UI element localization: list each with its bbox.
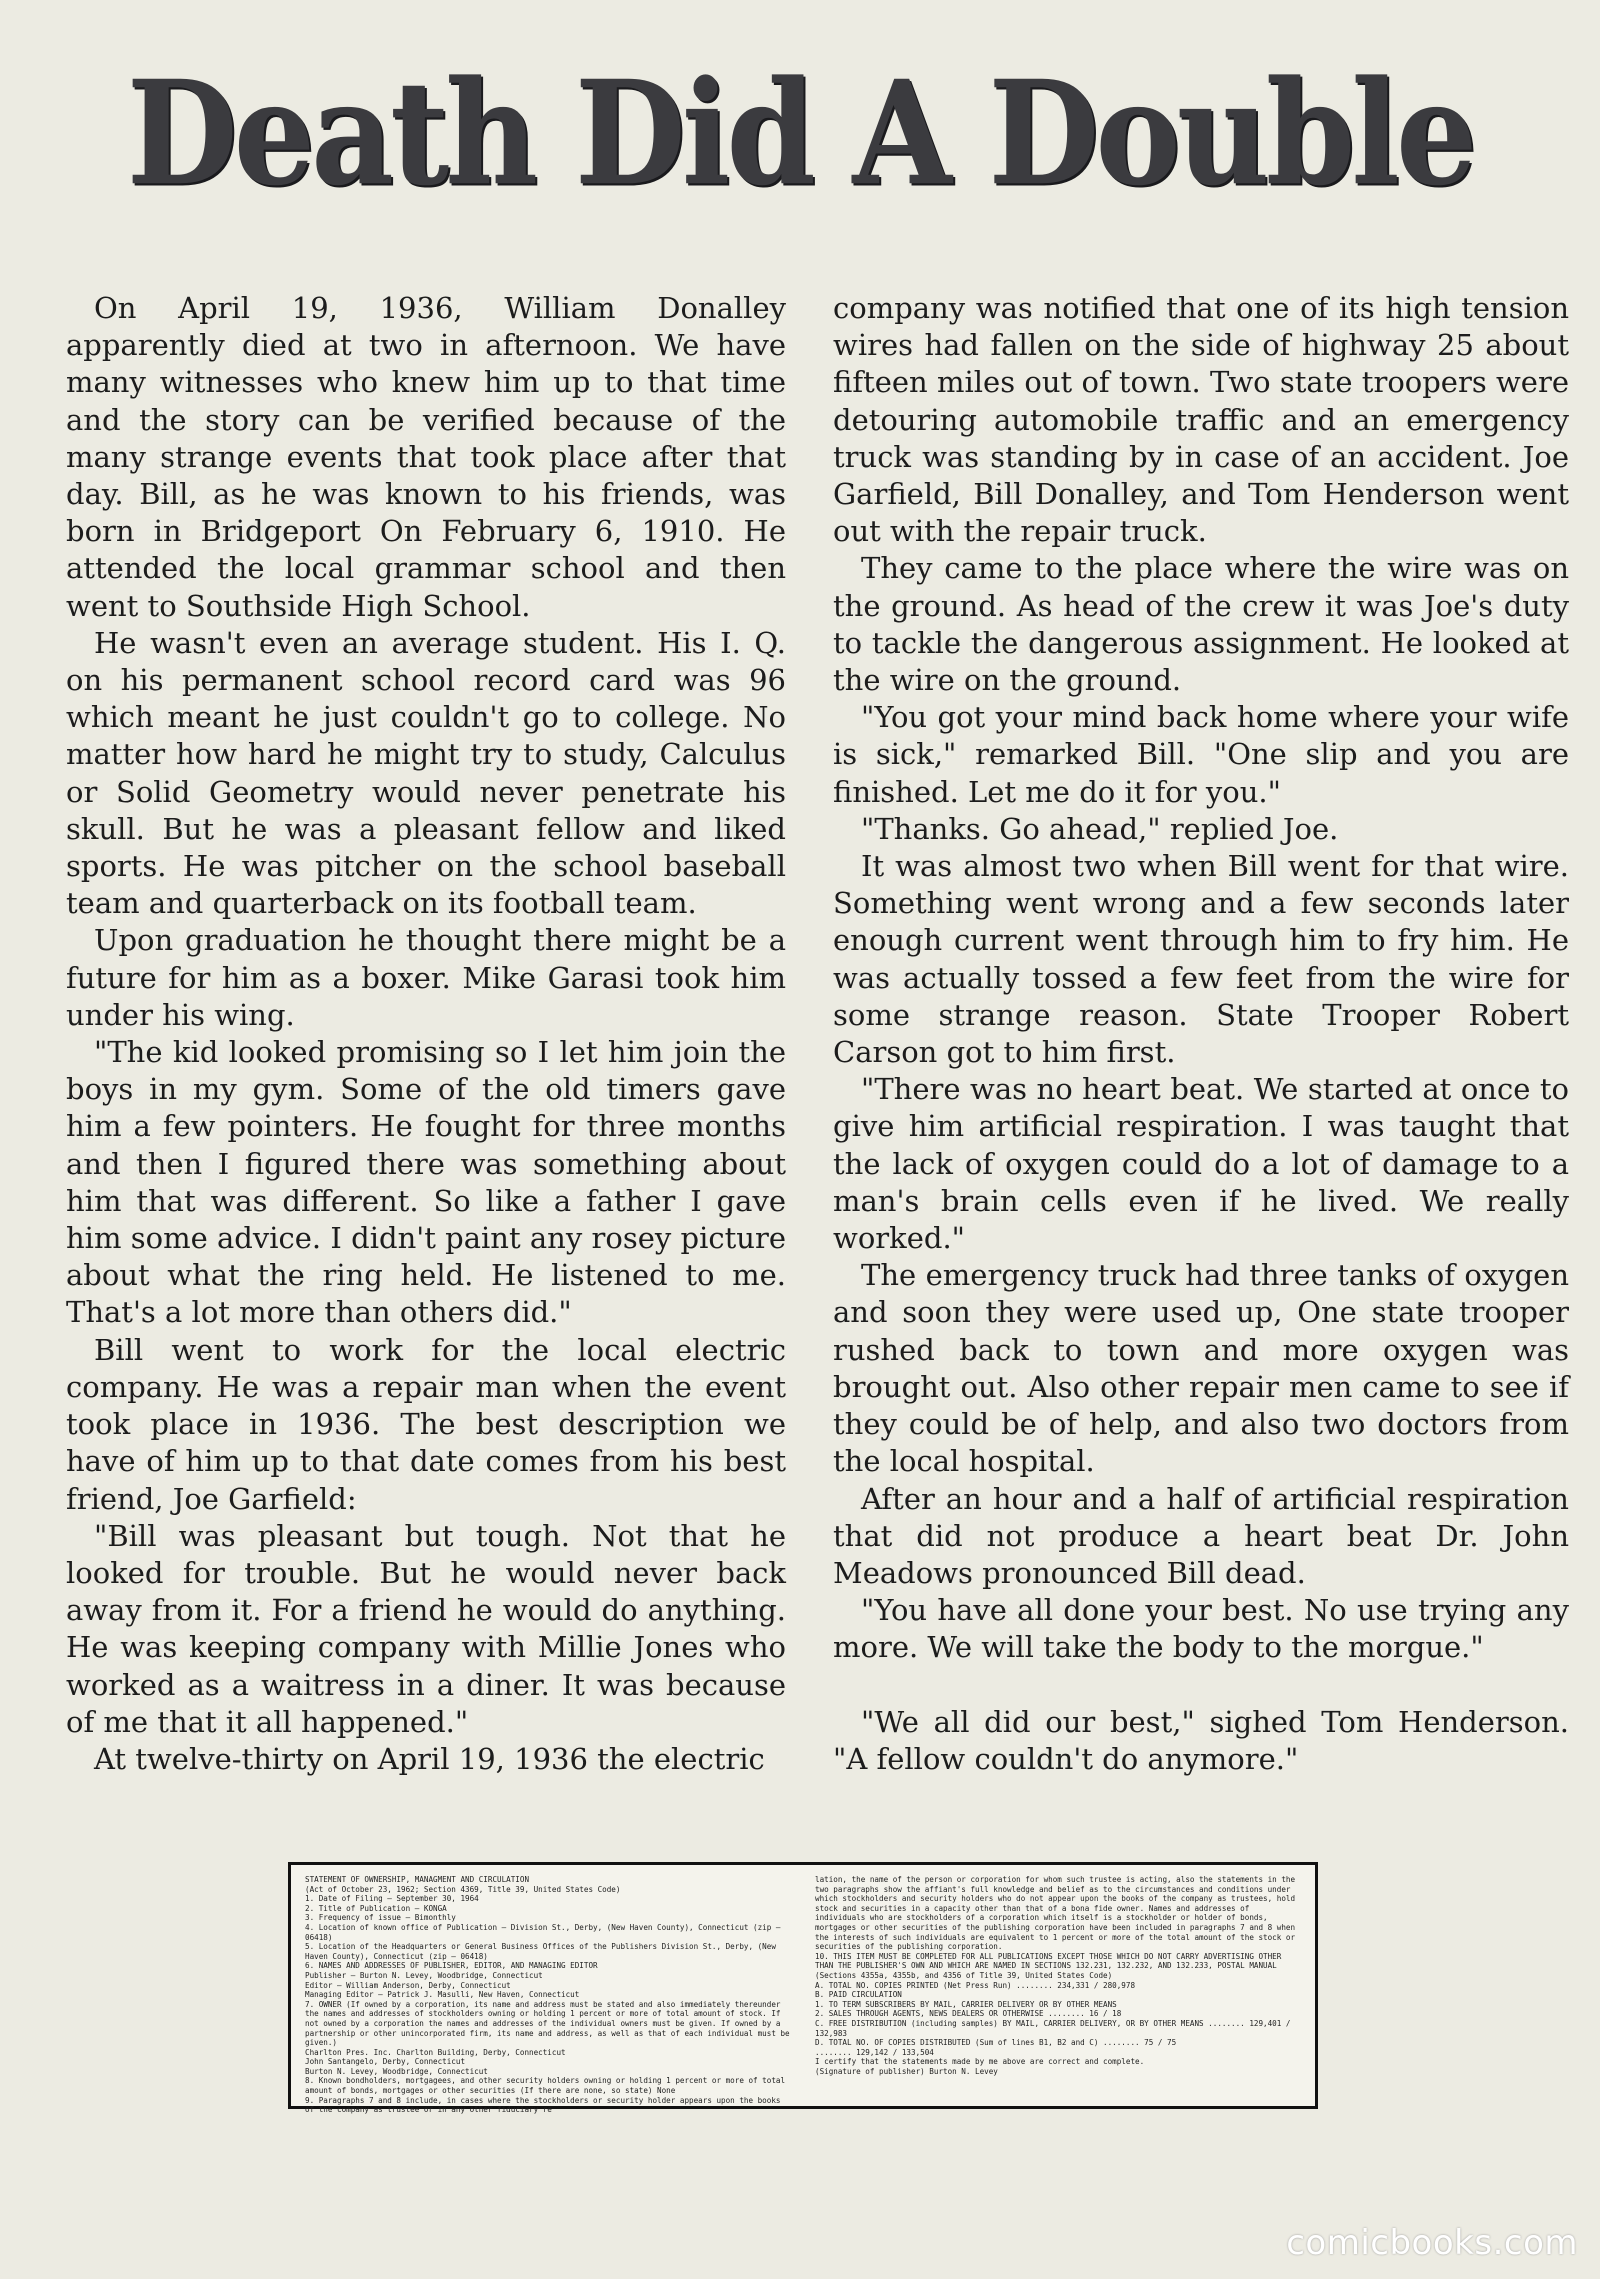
paragraph: The emergency truck had three tanks of oxygen and soon they were used up, One state trooper rushed back to town and more oxygen was brought out. Also other repair men came to see if they could be of help, and also two doctors from the local hospital. — [833, 1258, 1569, 1479]
paragraph: Upon graduation he thought there might be a future for him as a boxer. Mike Garasi took him under his wing. — [66, 923, 786, 1032]
paragraph: "You got your mind back home where your wife is sick," remarked Bill. "One slip and you are finished. Let me do it for you." — [833, 700, 1569, 809]
paragraph: "Bill was pleasant but tough. Not that he looked for trouble. But he would never back away from it. For a friend he would do anything. He was keeping company with Millie Jones who worked as a waitress in a diner. It was because of me that it all happened." — [66, 1518, 786, 1739]
paragraph: "The kid looked promising so I let him join the boys in my gym. Some of the old timers gave him a few pointers. He fought for three months and then I figured there was something about him that was different. So like a father I gave him some advice. I didn't paint any rosey picture about what the ring held. He listened to me. That's a lot more than others did." — [66, 1035, 786, 1330]
ownership-statement-box — [288, 1862, 1318, 2115]
paragraph: After an hour and a half of artificial respiration that did not produce a heart beat Dr. John Meadows pronounced Bill dead. — [833, 1481, 1569, 1590]
statement-right-column: lation, the name of the person or corporation for whom such trustee is acting, also the statements in the two paragraphs show the affiant's full knowledge and belief as to the circumstances and conditions under which stockholders and security holders who do not appear upon the books of the company as trustees, hold stock and securities in a capacity other than that of a bona fide owner. Names and addresses of individuals who are stockholders of a corporation which itself is a stockholder or holder of bonds, mortgages or other securities of the publishing corporation have been included in paragraphs 7 and 8 when the interests of such individuals are equivalent to 1 percent or more of the total amount of the stock or securities of the publishing corporation. 10. THIS ITEM MUST BE COMPLETED FOR ALL PUBLICATIONS EXCEPT THOSE WHICH DO NOT CARRY ADVERTISING OTHER THAN THE PUBLISHER'S OWN AND WHICH ARE NAMED IN SECTIONS 132.231, 132.232, AND 132.233, POSTAL MANUAL (Sections 4355a, 4355b, and 4356 of Title 39, United States Code) A. TOTAL NO. COPIES PRINTED (Net Press Run) ........ 234,331 / 280,978 B. PAID CIRCULATION 1. TO TERM SUBSCRIBERS BY MAIL, CARRIER DELIVERY OR BY OTHER MEANS 2. SALES THROUGH AGENTS, NEWS DEALERS OR OTHERWISE ........ 16 / 18 C. FREE DISTRIBUTION (including samples) BY MAIL, CARRIER DELIVERY, OR BY OTHER MEANS ........ 129,401 / 132,983 D. TOTAL NO. OF COPIES DISTRIBUTED (Sum of lines B1, B2 and C) ........ 75 / 75 ........ 129,142 / 133,504 I certify that the statements made by me above are correct and complete. (Signature of publisher) Burton N. Levey — [815, 1875, 1296, 2076]
paragraph: "There was no heart beat. We started at once to give him artificial respiration. I was taught that the lack of oxygen could do a lot of damage to a man's brain cells even if he lived. We really worked." — [833, 1072, 1569, 1256]
site-watermark: comicbooks.com — [1286, 2223, 1578, 2263]
right-text-column — [833, 290, 1569, 1778]
paragraph: "You have all done your best. No use trying any more. We will take the body to the morgue." — [833, 1593, 1569, 1665]
paragraph: It was almost two when Bill went for that wire. Something went wrong and a few seconds later enough current went through him to fry him. He was actually tossed a few feet from the wire for some strange reason. State Trooper Robert Carson got to him first. — [833, 849, 1569, 1070]
paragraph: Bill went to work for the local electric company. He was a repair man when the event took place in 1936. The best description we have of him up to that date comes from his best friend, Joe Garfield: — [66, 1332, 786, 1516]
paragraph: At twelve-thirty on April 19, 1936 the electric — [94, 1741, 765, 1776]
left-text-column — [66, 290, 786, 1778]
paragraph: company was notified that one of its high tension wires had fallen on the side of highway 25 about fifteen miles out of town. Two state troopers were detouring automobile traffic and an emergency truck was standing by in case of an accident. Joe Garfield, Bill Donalley, and Tom Henderson went out with the repair truck. — [833, 291, 1569, 549]
paragraph: They came to the place where the wire was on the ground. As head of the crew it was Joe's duty to tackle the dangerous assignment. He looked at the wire on the ground. — [833, 551, 1569, 698]
statement-left-column: STATEMENT OF OWNERSHIP, MANAGMENT AND CIRCULATION (Act of October 23, 1962; Section 4369, Title 39, United States Code) 1. Date of Filing — September 30, 1964 2. Title of Publication — KONGA 3. Frequency of issue — Bimonthly 4. Location of known office of Publication — Division St., Derby, (New Haven County), Connecticut (zip — 06418) 5. Location of the Headquarters or General Business Offices of the Publishers Division St., Derby, (New Haven County), Connecticut (zip — 06418) 6. NAMES AND ADDRESSES OF PUBLISHER, EDITOR, AND MANAGING EDITOR Publisher — Burton N. Levey, Woodbridge, Connecticut Editor — William Anderson, Derby, Connecticut Managing Editor — Patrick J. Masulli, New Haven, Connecticut 7. OWNER (If owned by a corporation, its name and address must be stated and also immediately thereunder the names and addresses of stockholders owning or holding 1 percent or more of total amount of stock. If not owned by a corporation the names and addresses of the individual owners must be given. If owned by a partnership or other unincorporated firm, its name and address, as well as that of each individual must be given.) Charlton Pres. Inc. Charlton Building, Derby, Connecticut John Santangelo, Derby, Connecticut Burton N. Levey, Woodbridge, Connecticut 8. Known bondholders, mortgagees, and other security holders owning or holding 1 percent or more of total amount of bonds, mortgages or other securities (If there are none, so state) None 9. Paragraphs 7 and 8 include, in cases where the stockholders or security holder appears upon the books of the company as trustee or in any other fiduciary re — [305, 1875, 790, 2115]
paragraph: "Thanks. Go ahead," replied Joe. — [861, 811, 1339, 846]
paragraph: He wasn't even an average student. His I. Q. on his permanent school record card was 96 which meant he just couldn't go to college. No matter how hard he might try to study, Calculus or Solid Geometry would never penetrate his skull. But he was a pleasant fellow and liked sports. He was pitcher on the school baseball team and quarterback on its football team. — [66, 625, 786, 921]
story-title: Death Did A Double — [126, 50, 1474, 218]
paragraph: "We all did our best," sighed Tom Henderson. "A fellow couldn't do anymore." — [833, 1704, 1569, 1776]
paragraph: On April 19, 1936, William Donalley apparently died at two in afternoon. We have many witnesses who knew him up to that time and the story can be verified because of the many strange events that took place after that day. Bill, as he was known to his friends, was born in Bridgeport On February 6, 1910. He attended the local grammar school and then went to Southside High School. — [66, 291, 786, 623]
